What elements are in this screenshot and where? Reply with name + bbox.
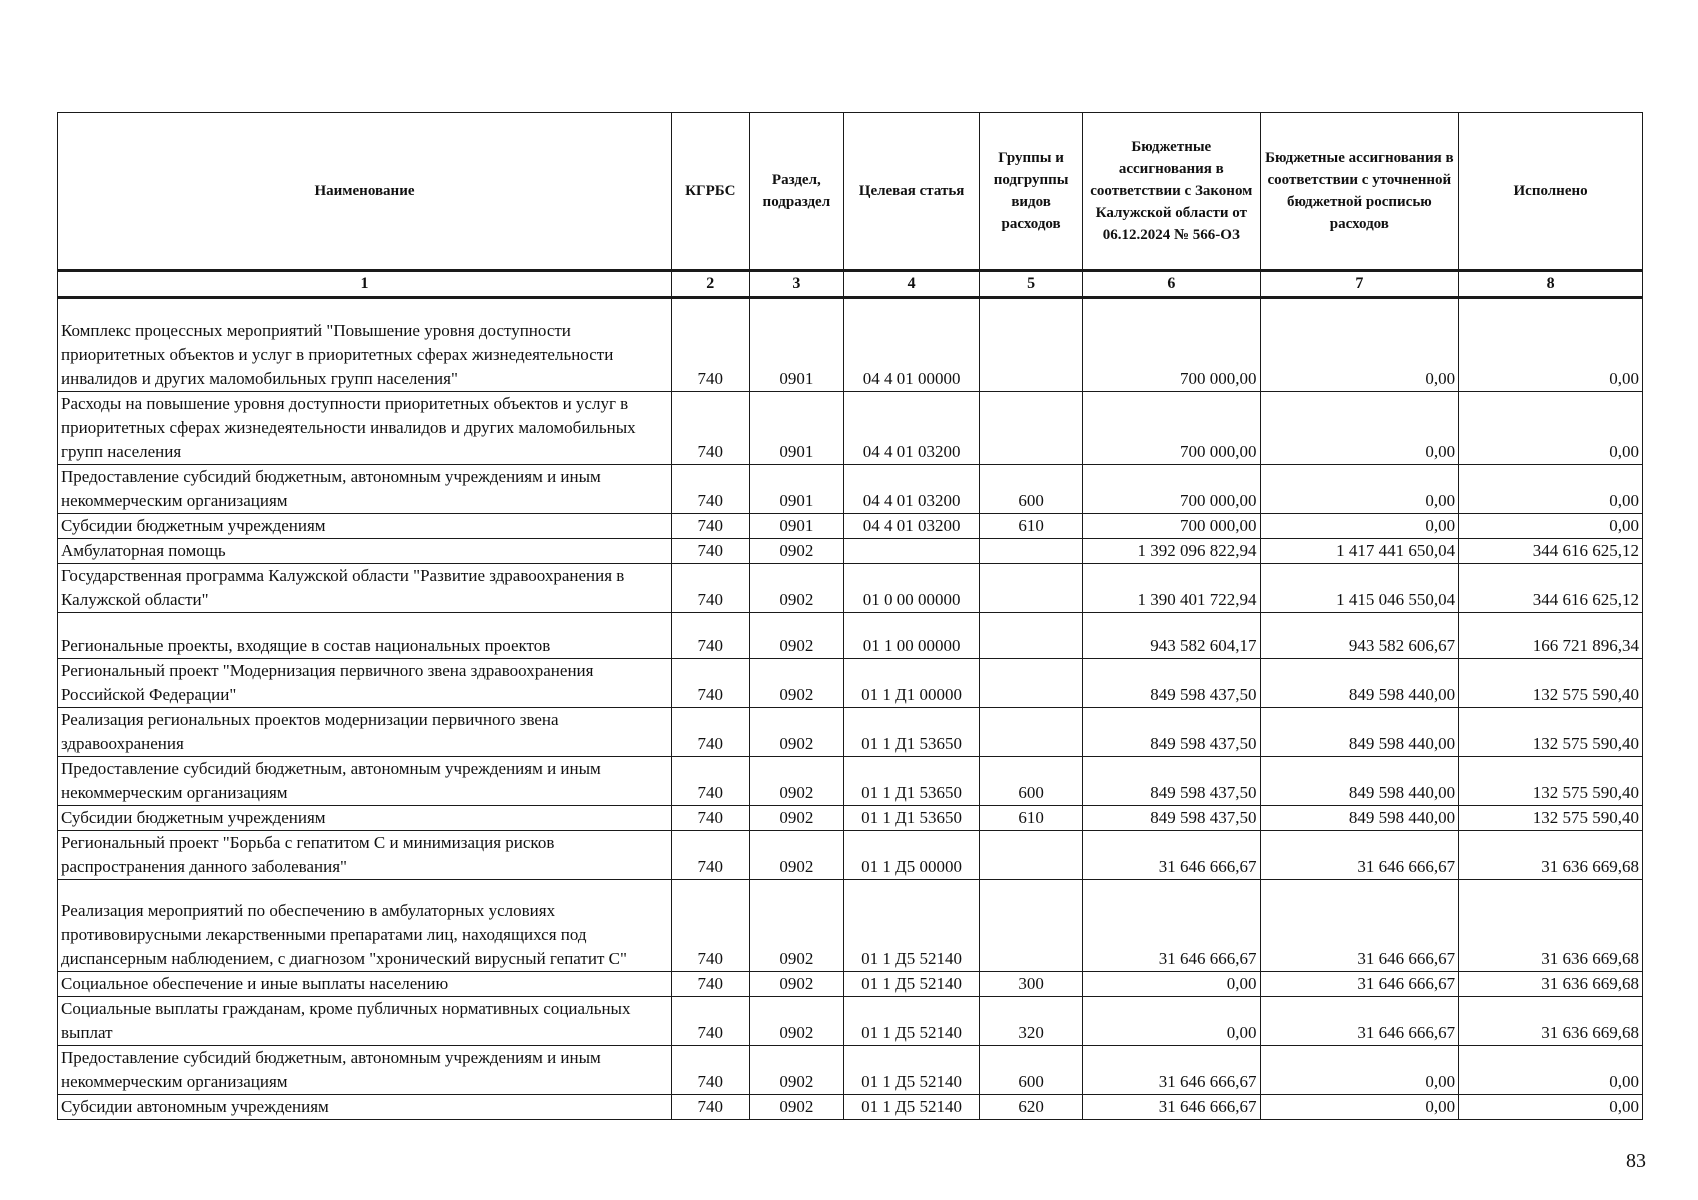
cell-law-allocations: 700 000,00 bbox=[1083, 514, 1260, 539]
cell-refined-allocations: 0,00 bbox=[1260, 465, 1459, 514]
table-row bbox=[58, 1046, 1643, 1095]
cell-name: Региональные проекты, входящие в состав национальных проектов bbox=[58, 613, 672, 659]
cell-target-article: 01 1 Д1 00000 bbox=[844, 659, 980, 708]
cell-name: Предоставление субсидий бюджетным, автономным учреждениям и иным некоммерческим организациям bbox=[58, 465, 672, 514]
column-number: 5 bbox=[980, 271, 1083, 298]
cell-name: Предоставление субсидий бюджетным, автономным учреждениям и иным некоммерческим организациям bbox=[58, 1046, 672, 1095]
cell-expense-group: 320 bbox=[980, 997, 1083, 1046]
cell-kgrbs: 740 bbox=[672, 564, 750, 613]
cell-name: Реализация региональных проектов модернизации первичного звена здравоохранения bbox=[58, 708, 672, 757]
column-number-row bbox=[58, 271, 1643, 298]
cell-kgrbs: 740 bbox=[672, 465, 750, 514]
cell-section: 0902 bbox=[749, 1046, 844, 1095]
cell-expense-group bbox=[980, 613, 1083, 659]
cell-kgrbs: 740 bbox=[672, 757, 750, 806]
cell-kgrbs: 740 bbox=[672, 831, 750, 880]
column-number: 6 bbox=[1083, 271, 1260, 298]
budget-table bbox=[57, 112, 1643, 1120]
cell-name: Амбулаторная помощь bbox=[58, 539, 672, 564]
table-row bbox=[58, 613, 1643, 659]
cell-name: Социальные выплаты гражданам, кроме публичных нормативных социальных выплат bbox=[58, 997, 672, 1046]
header-refined-allocations: Бюджетные ассигнования в соответствии с уточненной бюджетной росписью расходов bbox=[1260, 113, 1459, 271]
cell-target-article: 01 1 Д1 53650 bbox=[844, 806, 980, 831]
cell-kgrbs: 740 bbox=[672, 298, 750, 392]
cell-executed: 132 575 590,40 bbox=[1459, 659, 1643, 708]
cell-expense-group bbox=[980, 392, 1083, 465]
cell-law-allocations: 31 646 666,67 bbox=[1083, 1095, 1260, 1120]
cell-law-allocations: 0,00 bbox=[1083, 997, 1260, 1046]
cell-target-article: 01 1 00 00000 bbox=[844, 613, 980, 659]
cell-section: 0902 bbox=[749, 1095, 844, 1120]
cell-target-article: 01 1 Д5 52140 bbox=[844, 1046, 980, 1095]
cell-target-article: 04 4 01 03200 bbox=[844, 392, 980, 465]
cell-executed: 0,00 bbox=[1459, 1046, 1643, 1095]
column-number: 4 bbox=[844, 271, 980, 298]
cell-law-allocations: 849 598 437,50 bbox=[1083, 806, 1260, 831]
cell-kgrbs: 740 bbox=[672, 708, 750, 757]
cell-expense-group: 610 bbox=[980, 514, 1083, 539]
cell-refined-allocations: 1 417 441 650,04 bbox=[1260, 539, 1459, 564]
column-number: 7 bbox=[1260, 271, 1459, 298]
cell-law-allocations: 31 646 666,67 bbox=[1083, 880, 1260, 972]
column-number: 8 bbox=[1459, 271, 1643, 298]
cell-law-allocations: 849 598 437,50 bbox=[1083, 757, 1260, 806]
cell-name: Реализация мероприятий по обеспечению в амбулаторных условиях противовирусными лекарственными препаратами лиц, находящихся под диспансерным наблюдением, с диагнозом "хронический вирусный гепатит С" bbox=[58, 880, 672, 972]
cell-section: 0902 bbox=[749, 659, 844, 708]
cell-expense-group: 600 bbox=[980, 465, 1083, 514]
column-number: 1 bbox=[58, 271, 672, 298]
cell-refined-allocations: 0,00 bbox=[1260, 392, 1459, 465]
cell-name: Региональный проект "Модернизация первичного звена здравоохранения Российской Федерации" bbox=[58, 659, 672, 708]
table-row bbox=[58, 514, 1643, 539]
header-executed: Исполнено bbox=[1459, 113, 1643, 271]
cell-target-article: 01 1 Д1 53650 bbox=[844, 708, 980, 757]
cell-expense-group bbox=[980, 831, 1083, 880]
table-row bbox=[58, 997, 1643, 1046]
cell-expense-group: 600 bbox=[980, 1046, 1083, 1095]
cell-expense-group: 300 bbox=[980, 972, 1083, 997]
header-section: Раздел, подраздел bbox=[749, 113, 844, 271]
cell-expense-group: 600 bbox=[980, 757, 1083, 806]
cell-name: Комплекс процессных мероприятий "Повышение уровня доступности приоритетных объектов и услуг в приоритетных сферах жизнедеятельности инвалидов и других маломобильных групп населения" bbox=[58, 298, 672, 392]
table-row bbox=[58, 831, 1643, 880]
cell-refined-allocations: 849 598 440,00 bbox=[1260, 806, 1459, 831]
cell-expense-group: 620 bbox=[980, 1095, 1083, 1120]
header-kgrbs: КГРБС bbox=[672, 113, 750, 271]
cell-kgrbs: 740 bbox=[672, 539, 750, 564]
cell-law-allocations: 0,00 bbox=[1083, 972, 1260, 997]
cell-name: Субсидии автономным учреждениям bbox=[58, 1095, 672, 1120]
table-row bbox=[58, 392, 1643, 465]
cell-name: Государственная программа Калужской области "Развитие здравоохранения в Калужской области" bbox=[58, 564, 672, 613]
cell-name: Социальное обеспечение и иные выплаты населению bbox=[58, 972, 672, 997]
table-row bbox=[58, 539, 1643, 564]
cell-executed: 0,00 bbox=[1459, 392, 1643, 465]
cell-law-allocations: 700 000,00 bbox=[1083, 465, 1260, 514]
cell-kgrbs: 740 bbox=[672, 972, 750, 997]
cell-section: 0902 bbox=[749, 806, 844, 831]
cell-refined-allocations: 0,00 bbox=[1260, 1046, 1459, 1095]
table-body bbox=[58, 298, 1643, 1120]
cell-refined-allocations: 0,00 bbox=[1260, 298, 1459, 392]
cell-executed: 344 616 625,12 bbox=[1459, 539, 1643, 564]
cell-target-article: 01 1 Д5 00000 bbox=[844, 831, 980, 880]
cell-section: 0902 bbox=[749, 564, 844, 613]
header-row bbox=[58, 113, 1643, 271]
cell-kgrbs: 740 bbox=[672, 1046, 750, 1095]
cell-executed: 0,00 bbox=[1459, 514, 1643, 539]
table-row bbox=[58, 1095, 1643, 1120]
cell-name: Региональный проект "Борьба с гепатитом С и минимизация рисков распространения данного заболевания" bbox=[58, 831, 672, 880]
cell-name: Расходы на повышение уровня доступности приоритетных объектов и услуг в приоритетных сферах жизнедеятельности инвалидов и других маломобильных групп населения bbox=[58, 392, 672, 465]
page-number: 83 bbox=[1626, 1150, 1646, 1172]
cell-expense-group bbox=[980, 659, 1083, 708]
cell-executed: 0,00 bbox=[1459, 1095, 1643, 1120]
cell-section: 0902 bbox=[749, 757, 844, 806]
cell-executed: 31 636 669,68 bbox=[1459, 972, 1643, 997]
cell-executed: 132 575 590,40 bbox=[1459, 806, 1643, 831]
header-target-article: Целевая статья bbox=[844, 113, 980, 271]
cell-law-allocations: 700 000,00 bbox=[1083, 298, 1260, 392]
cell-executed: 31 636 669,68 bbox=[1459, 880, 1643, 972]
cell-law-allocations: 849 598 437,50 bbox=[1083, 708, 1260, 757]
cell-kgrbs: 740 bbox=[672, 997, 750, 1046]
cell-executed: 166 721 896,34 bbox=[1459, 613, 1643, 659]
cell-law-allocations: 700 000,00 bbox=[1083, 392, 1260, 465]
cell-kgrbs: 740 bbox=[672, 613, 750, 659]
cell-target-article: 01 1 Д5 52140 bbox=[844, 880, 980, 972]
cell-refined-allocations: 943 582 606,67 bbox=[1260, 613, 1459, 659]
cell-law-allocations: 1 392 096 822,94 bbox=[1083, 539, 1260, 564]
cell-section: 0901 bbox=[749, 514, 844, 539]
cell-section: 0902 bbox=[749, 997, 844, 1046]
table-row bbox=[58, 806, 1643, 831]
cell-section: 0902 bbox=[749, 613, 844, 659]
header-law-allocations: Бюджетные ассигнования в соответствии с Законом Калужской области от 06.12.2024 № 566-ОЗ bbox=[1083, 113, 1260, 271]
cell-refined-allocations: 0,00 bbox=[1260, 1095, 1459, 1120]
cell-law-allocations: 849 598 437,50 bbox=[1083, 659, 1260, 708]
cell-target-article: 04 4 01 00000 bbox=[844, 298, 980, 392]
cell-target-article: 01 1 Д5 52140 bbox=[844, 997, 980, 1046]
column-number: 3 bbox=[749, 271, 844, 298]
table-row bbox=[58, 880, 1643, 972]
cell-executed: 132 575 590,40 bbox=[1459, 708, 1643, 757]
cell-target-article: 04 4 01 03200 bbox=[844, 465, 980, 514]
cell-executed: 132 575 590,40 bbox=[1459, 757, 1643, 806]
cell-expense-group: 610 bbox=[980, 806, 1083, 831]
cell-section: 0901 bbox=[749, 298, 844, 392]
cell-expense-group bbox=[980, 708, 1083, 757]
cell-name: Субсидии бюджетным учреждениям bbox=[58, 806, 672, 831]
table-row bbox=[58, 659, 1643, 708]
cell-law-allocations: 943 582 604,17 bbox=[1083, 613, 1260, 659]
table-row bbox=[58, 972, 1643, 997]
cell-refined-allocations: 31 646 666,67 bbox=[1260, 972, 1459, 997]
cell-kgrbs: 740 bbox=[672, 659, 750, 708]
cell-name: Предоставление субсидий бюджетным, автономным учреждениям и иным некоммерческим организациям bbox=[58, 757, 672, 806]
header-expense-group: Группы и подгруппы видов расходов bbox=[980, 113, 1083, 271]
column-number: 2 bbox=[672, 271, 750, 298]
cell-target-article bbox=[844, 539, 980, 564]
cell-expense-group bbox=[980, 564, 1083, 613]
cell-expense-group bbox=[980, 539, 1083, 564]
cell-law-allocations: 31 646 666,67 bbox=[1083, 1046, 1260, 1095]
cell-kgrbs: 740 bbox=[672, 392, 750, 465]
cell-refined-allocations: 849 598 440,00 bbox=[1260, 708, 1459, 757]
cell-section: 0902 bbox=[749, 831, 844, 880]
cell-section: 0902 bbox=[749, 972, 844, 997]
cell-refined-allocations: 849 598 440,00 bbox=[1260, 757, 1459, 806]
cell-refined-allocations: 849 598 440,00 bbox=[1260, 659, 1459, 708]
cell-expense-group bbox=[980, 298, 1083, 392]
cell-refined-allocations: 31 646 666,67 bbox=[1260, 831, 1459, 880]
cell-kgrbs: 740 bbox=[672, 1095, 750, 1120]
cell-section: 0902 bbox=[749, 880, 844, 972]
cell-section: 0902 bbox=[749, 708, 844, 757]
cell-target-article: 01 1 Д5 52140 bbox=[844, 972, 980, 997]
cell-refined-allocations: 0,00 bbox=[1260, 514, 1459, 539]
cell-expense-group bbox=[980, 880, 1083, 972]
table-row bbox=[58, 564, 1643, 613]
cell-name: Субсидии бюджетным учреждениям bbox=[58, 514, 672, 539]
cell-kgrbs: 740 bbox=[672, 880, 750, 972]
cell-law-allocations: 31 646 666,67 bbox=[1083, 831, 1260, 880]
cell-refined-allocations: 31 646 666,67 bbox=[1260, 997, 1459, 1046]
table-row bbox=[58, 298, 1643, 392]
table-row bbox=[58, 465, 1643, 514]
cell-refined-allocations: 31 646 666,67 bbox=[1260, 880, 1459, 972]
cell-target-article: 01 1 Д5 52140 bbox=[844, 1095, 980, 1120]
header-name: Наименование bbox=[58, 113, 672, 271]
cell-executed: 0,00 bbox=[1459, 465, 1643, 514]
table-row bbox=[58, 708, 1643, 757]
cell-executed: 31 636 669,68 bbox=[1459, 831, 1643, 880]
table-row bbox=[58, 757, 1643, 806]
cell-refined-allocations: 1 415 046 550,04 bbox=[1260, 564, 1459, 613]
cell-executed: 0,00 bbox=[1459, 298, 1643, 392]
cell-executed: 31 636 669,68 bbox=[1459, 997, 1643, 1046]
cell-section: 0902 bbox=[749, 539, 844, 564]
cell-executed: 344 616 625,12 bbox=[1459, 564, 1643, 613]
cell-target-article: 04 4 01 03200 bbox=[844, 514, 980, 539]
cell-law-allocations: 1 390 401 722,94 bbox=[1083, 564, 1260, 613]
cell-target-article: 01 0 00 00000 bbox=[844, 564, 980, 613]
cell-section: 0901 bbox=[749, 465, 844, 514]
cell-section: 0901 bbox=[749, 392, 844, 465]
cell-kgrbs: 740 bbox=[672, 806, 750, 831]
cell-kgrbs: 740 bbox=[672, 514, 750, 539]
cell-target-article: 01 1 Д1 53650 bbox=[844, 757, 980, 806]
